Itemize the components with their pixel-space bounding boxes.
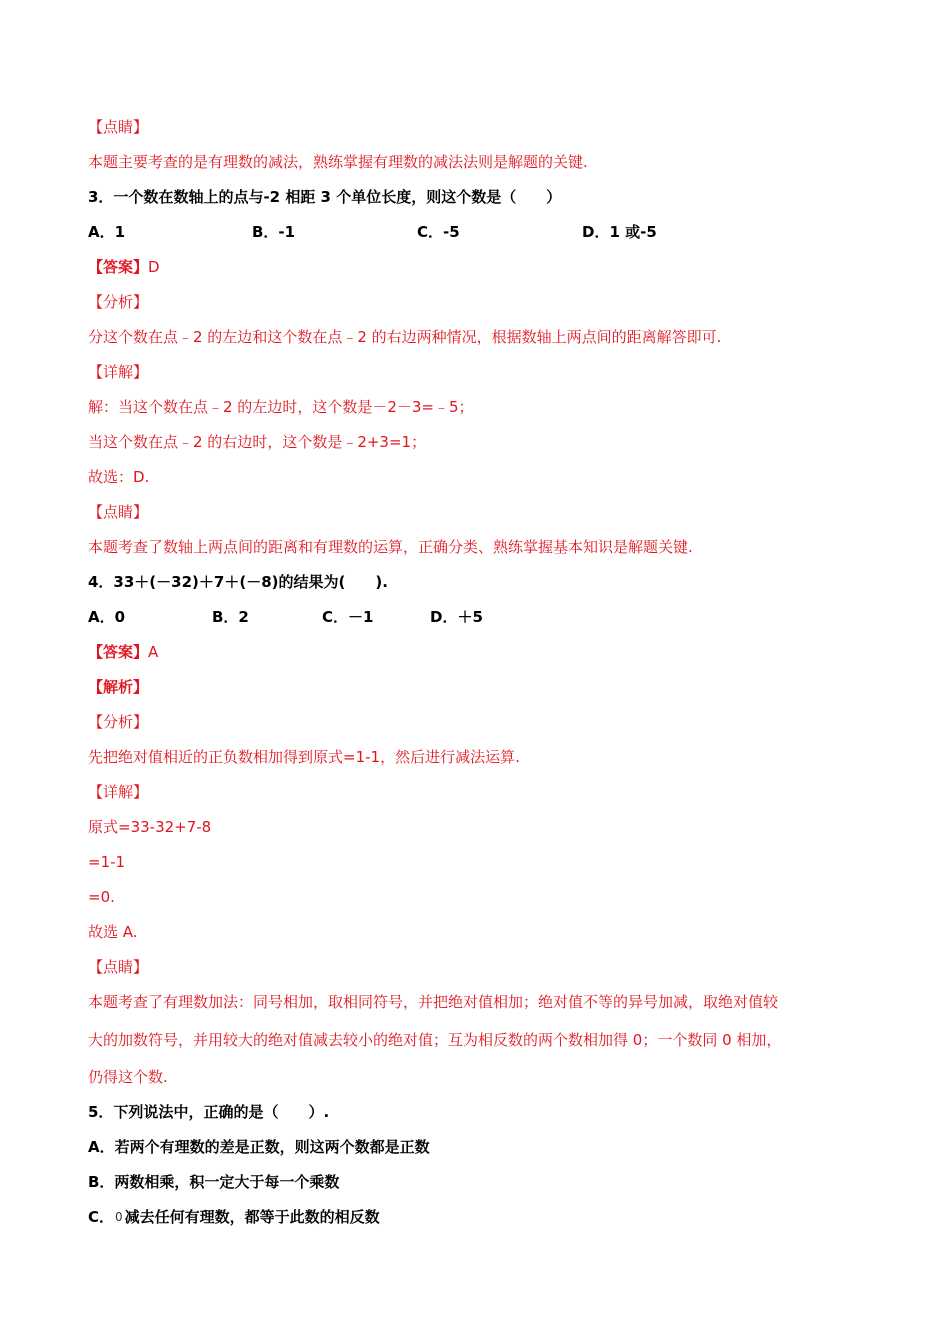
q3-option-a: A．1 — [88, 223, 126, 241]
option-c-rest: 减去任何有理数，都等于此数的相反数 — [124, 1208, 380, 1226]
q5-option-a: A．若两个有理数的差是正数，则这两个数都是正数 — [88, 1138, 430, 1156]
q3-step: 故选：D. — [88, 468, 150, 486]
answer-value: A — [148, 643, 159, 661]
question-3-stem: 3．一个数在数轴上的点与-2 相距 3 个单位长度，则这个数是（ ） — [88, 188, 562, 206]
q4-answer — [88, 642, 158, 662]
q4-dianjing-line: 仍得这个数. — [88, 1068, 168, 1086]
q4-jiexi-label: 【解析】 — [88, 678, 149, 696]
q4-option-d: D．＋5 — [430, 608, 483, 626]
question-5-stem: 5．下列说法中，正确的是（ ）. — [88, 1103, 330, 1121]
q4-step: =1-1 — [88, 853, 126, 871]
q5-option-c — [88, 1207, 380, 1227]
q4-dianjing-line: 大的加数符号，并用较大的绝对值减去较小的绝对值；互为相反数的两个数相加得 0；一个数同 0 相加， — [88, 1031, 782, 1049]
option-c-prefix: C． — [88, 1208, 115, 1226]
q4-dianjing-line: 本题考查了有理数加法：同号相加，取相同符号，并把绝对值相加；绝对值不等的异号加减，取绝对值较 — [88, 993, 779, 1011]
q4-option-b: B．2 — [212, 608, 249, 626]
answer-label: 【答案】 — [88, 258, 149, 276]
q4-option-a: A．0 — [88, 608, 126, 626]
q3-dianjing-text: 本题考查了数轴上两点间的距离和有理数的运算，正确分类、熟练掌握基本知识是解题关键. — [88, 538, 693, 556]
q4-step: 故选 A. — [88, 923, 138, 941]
q4-option-c: C．－1 — [322, 608, 374, 626]
answer-label: 【答案】 — [88, 643, 149, 661]
q3-answer — [88, 257, 160, 277]
q3-step: 当这个数在点﹣2 的右边时，这个数是﹣2+3=1； — [88, 433, 427, 451]
dianjing-label: 【点睛】 — [88, 118, 149, 136]
question-4-stem: 4．33＋(－32)＋7＋(－8)的结果为( ). — [88, 573, 388, 591]
q4-step: =0. — [88, 888, 115, 906]
q4-fenxi-text: 先把绝对值相近的正负数相加得到原式=1-1，然后进行减法运算. — [88, 748, 520, 766]
q3-xiangjie-label: 【详解】 — [88, 363, 149, 381]
q4-dianjing-label: 【点睛】 — [88, 958, 149, 976]
q4-xiangjie-label: 【详解】 — [88, 783, 149, 801]
q4-step: 原式=33-32+7-8 — [88, 818, 212, 836]
option-c-zero: 0 — [115, 1210, 123, 1224]
q3-option-d: D．1 或-5 — [582, 223, 657, 241]
q3-dianjing-label: 【点睛】 — [88, 503, 149, 521]
q3-step: 解：当这个数在点﹣2 的左边时，这个数是－2－3=﹣5； — [88, 398, 474, 416]
dianjing-text: 本题主要考查的是有理数的减法，熟练掌握有理数的减法法则是解题的关键. — [88, 153, 588, 171]
q5-option-b: B．两数相乘，积一定大于每一个乘数 — [88, 1173, 340, 1191]
q4-fenxi-label: 【分析】 — [88, 713, 149, 731]
q3-fenxi-text: 分这个数在点﹣2 的左边和这个数在点﹣2 的右边两种情况，根据数轴上两点间的距离解答即可. — [88, 328, 722, 346]
q3-option-b: B．-1 — [252, 223, 296, 241]
q3-option-c: C．-5 — [417, 223, 460, 241]
answer-value: D — [148, 258, 160, 276]
q3-fenxi-label: 【分析】 — [88, 293, 149, 311]
